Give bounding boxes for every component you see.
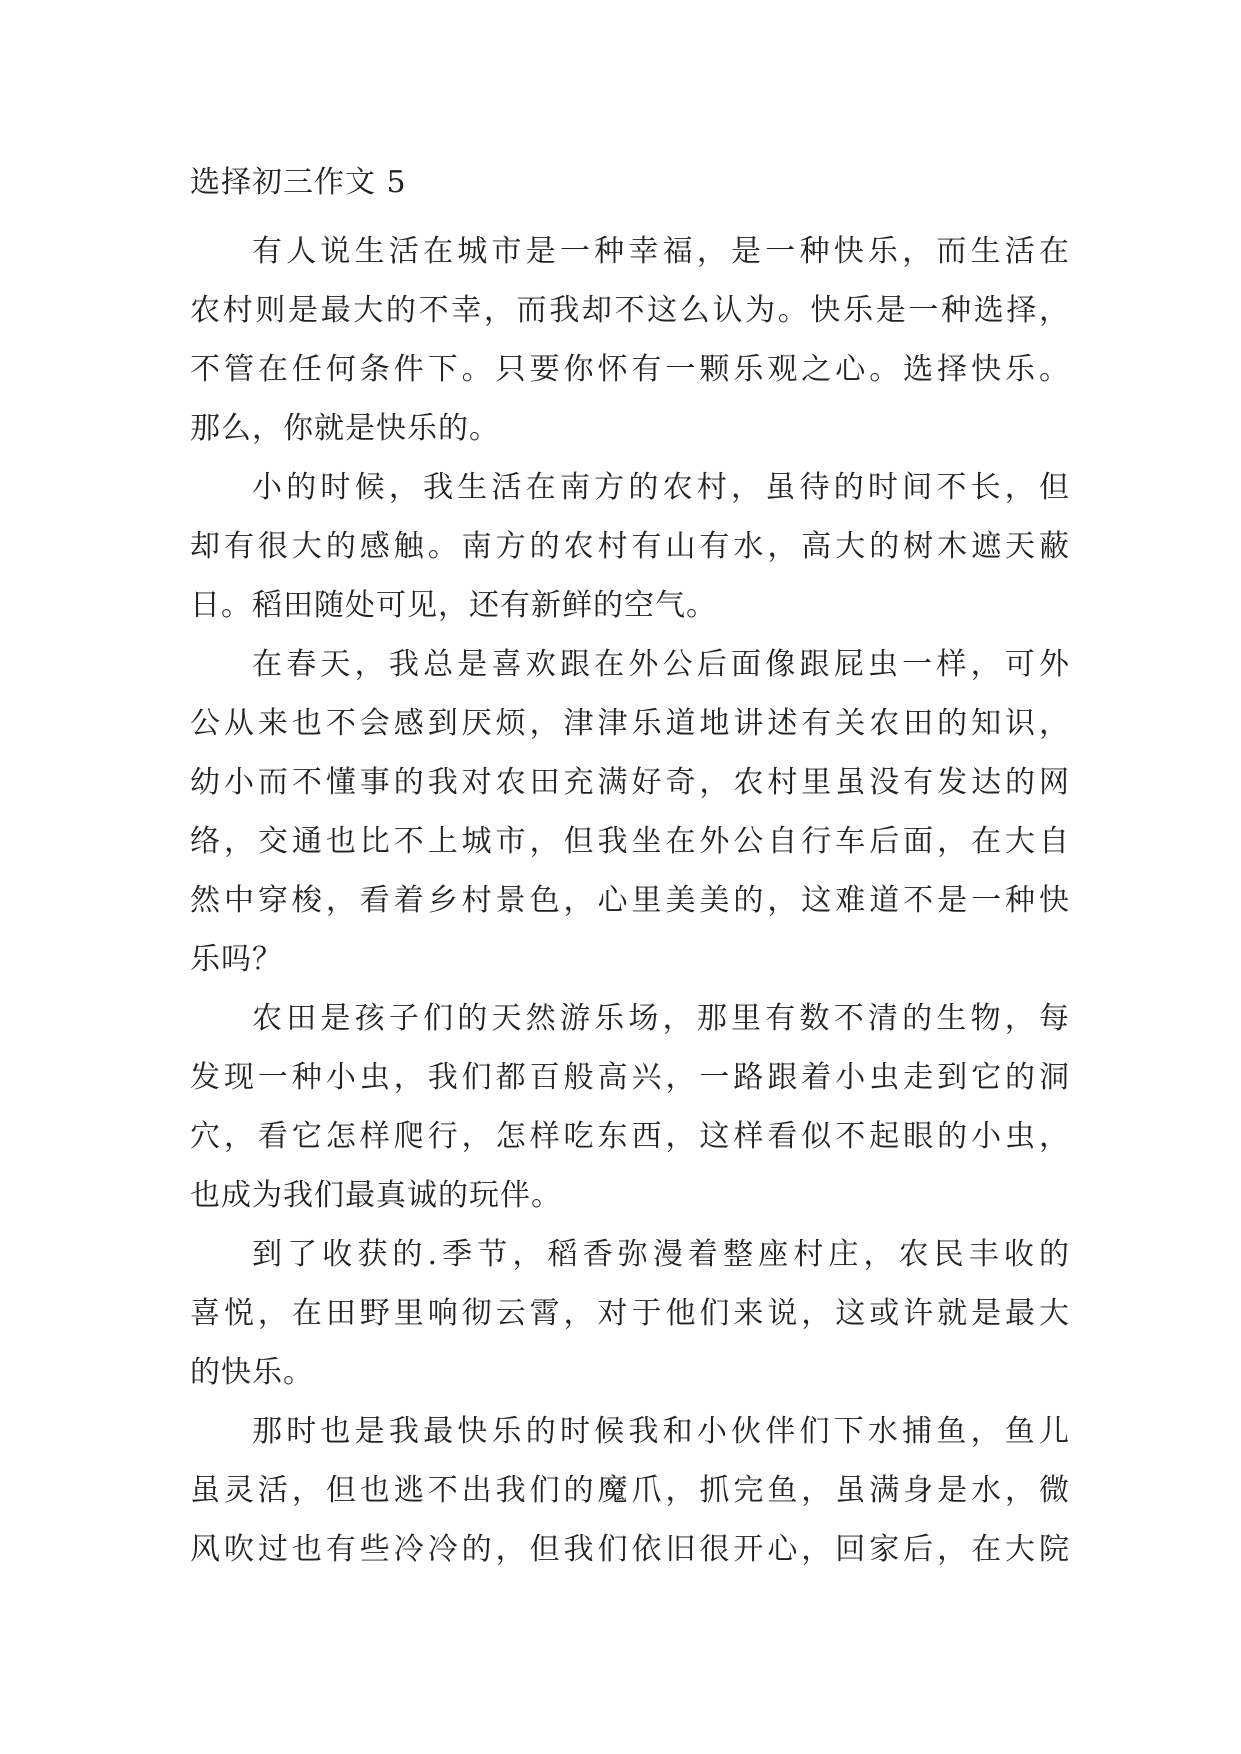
document-title: 选择初三作文 5	[190, 165, 407, 200]
paragraph-line: 络，交通也比不上城市，但我坐在外公自行车后面，在大自	[190, 824, 1070, 859]
paragraph-line: 的快乐。	[190, 1355, 314, 1390]
paragraph-4	[190, 989, 1070, 1225]
paragraph-6	[190, 1402, 1070, 1579]
paragraph-line: 发现一种小虫，我们都百般高兴，一路跟着小虫走到它的洞	[190, 1060, 1070, 1095]
paragraph-1	[190, 222, 1070, 458]
document-body	[190, 222, 1070, 1579]
paragraph-line: 然中穿梭，看着乡村景色，心里美美的，这难道不是一种快	[190, 883, 1070, 918]
paragraph-line: 小的时候，我生活在南方的农村，虽待的时间不长，但	[252, 470, 1070, 505]
paragraph-line: 那么，你就是快乐的。	[190, 411, 500, 446]
paragraph-line: 农村则是最大的不幸，而我却不这么认为。快乐是一种选择，	[190, 293, 1070, 328]
paragraph-line: 日。稻田随处可见，还有新鲜的空气。	[190, 588, 717, 623]
paragraph-line: 在春天，我总是喜欢跟在外公后面像跟屁虫一样，可外	[252, 647, 1070, 682]
paragraph-line: 风吹过也有些冷冷的，但我们依旧很开心，回家后，在大院	[190, 1532, 1070, 1567]
paragraph-line: 乐吗？	[190, 942, 283, 977]
paragraph-line: 也成为我们最真诚的玩伴。	[190, 1178, 562, 1213]
paragraph-line: 有人说生活在城市是一种幸福，是一种快乐，而生活在	[252, 234, 1070, 269]
paragraph-line: 虽灵活，但也逃不出我们的魔爪，抓完鱼，虽满身是水，微	[190, 1473, 1070, 1508]
paragraph-2	[190, 458, 1070, 635]
paragraph-line: 幼小而不懂事的我对农田充满好奇，农村里虽没有发达的网	[190, 765, 1070, 800]
paragraph-5	[190, 1225, 1070, 1402]
paragraph-line: 不管在任何条件下。只要你怀有一颗乐观之心。选择快乐。	[190, 352, 1070, 387]
paragraph-line: 公从来也不会感到厌烦，津津乐道地讲述有关农田的知识，	[190, 706, 1070, 741]
paragraph-line: 到了收获的.季节，稻香弥漫着整座村庄，农民丰收的	[252, 1237, 1070, 1272]
paragraph-line: 喜悦，在田野里响彻云霄，对于他们来说，这或许就是最大	[190, 1296, 1070, 1331]
paragraph-line: 却有很大的感触。南方的农村有山有水，高大的树木遮天蔽	[190, 529, 1070, 564]
paragraph-line: 农田是孩子们的天然游乐场，那里有数不清的生物，每	[252, 1001, 1070, 1036]
paragraph-line: 穴，看它怎样爬行，怎样吃东西，这样看似不起眼的小虫，	[190, 1119, 1070, 1154]
paragraph-3	[190, 635, 1070, 989]
paragraph-line: 那时也是我最快乐的时候我和小伙伴们下水捕鱼，鱼儿	[252, 1414, 1070, 1449]
